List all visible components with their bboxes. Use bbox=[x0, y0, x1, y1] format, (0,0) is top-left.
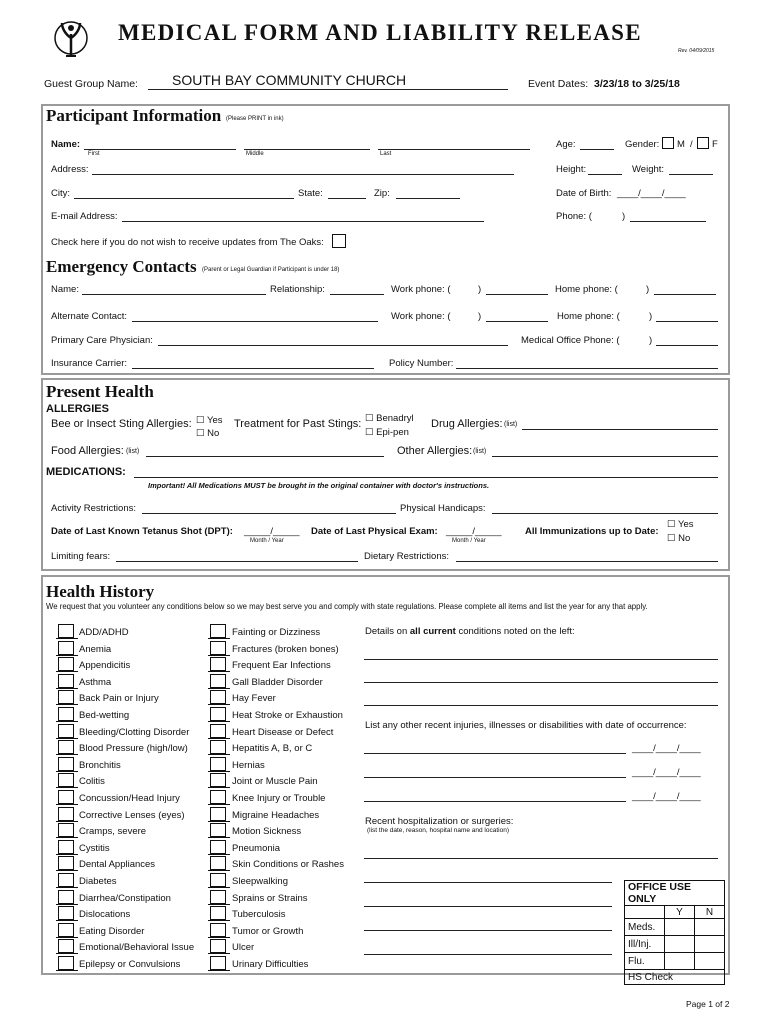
condition-checkbox[interactable] bbox=[210, 939, 226, 953]
emergency-heading: Emergency Contacts bbox=[46, 257, 197, 276]
condition-year-line bbox=[208, 671, 230, 672]
condition-checkbox[interactable] bbox=[210, 890, 226, 904]
details-label-post: conditions noted on the left: bbox=[455, 626, 575, 637]
other-allergies-line[interactable] bbox=[492, 456, 718, 457]
condition-checkbox[interactable] bbox=[58, 807, 74, 821]
activity-label: Activity Restrictions: bbox=[51, 503, 136, 514]
policy-line[interactable] bbox=[456, 368, 718, 369]
condition-label: Pneumonia bbox=[232, 842, 281, 854]
condition-label: Back Pain or Injury bbox=[79, 693, 159, 705]
updates-checkbox[interactable] bbox=[332, 234, 346, 248]
condition-year-line bbox=[56, 870, 78, 871]
office-use-y-cell[interactable] bbox=[665, 936, 695, 953]
middle-caption: Middle bbox=[246, 151, 264, 157]
handicaps-label: Physical Handicaps: bbox=[400, 503, 486, 514]
recent-injury-line[interactable] bbox=[364, 777, 626, 778]
condition-year-line bbox=[208, 953, 230, 954]
condition-checkbox[interactable] bbox=[210, 740, 226, 754]
condition-year-line bbox=[56, 970, 78, 971]
condition-checkbox[interactable] bbox=[210, 873, 226, 887]
hs-check-label: HS Check bbox=[625, 970, 725, 985]
bee-yes-option[interactable]: ☐ Yes bbox=[196, 415, 223, 426]
condition-label: Epilepsy or Convulsions bbox=[79, 959, 181, 970]
condition-checkbox[interactable] bbox=[58, 873, 74, 887]
condition-checkbox[interactable] bbox=[58, 923, 74, 937]
state-line[interactable] bbox=[328, 198, 366, 199]
condition-label: Colitis bbox=[79, 776, 105, 788]
page-number: Page 1 of 2 bbox=[686, 999, 730, 1009]
allergies-heading: ALLERGIES bbox=[46, 403, 109, 415]
condition-checkbox[interactable] bbox=[210, 840, 226, 854]
condition-label: Tumor or Growth bbox=[232, 925, 304, 937]
phone-line[interactable] bbox=[630, 221, 706, 222]
condition-year-line bbox=[56, 904, 78, 905]
condition-label: Corrective Lenses (eyes) bbox=[79, 809, 185, 821]
insurance-label: Insurance Carrier: bbox=[51, 358, 128, 369]
condition-checkbox[interactable] bbox=[58, 657, 74, 671]
condition-label: Concussion/Head Injury bbox=[79, 793, 180, 804]
physical-blank[interactable]: _____/_____ bbox=[446, 526, 502, 537]
condition-label: Sprains or Strains bbox=[232, 892, 308, 904]
treatment-label: Treatment for Past Stings: bbox=[234, 418, 362, 430]
condition-year-line bbox=[208, 787, 230, 788]
condition-year-line bbox=[56, 920, 78, 921]
condition-checkbox[interactable] bbox=[210, 856, 226, 870]
condition-label: Heat Stroke or Exhaustion bbox=[232, 710, 343, 721]
details-label-bold: all current bbox=[409, 626, 456, 637]
condition-label: Cramps, severe bbox=[79, 826, 147, 838]
condition-label: Knee Injury or Trouble bbox=[232, 793, 326, 804]
condition-checkbox[interactable] bbox=[58, 840, 74, 854]
condition-year-line bbox=[56, 804, 78, 805]
drug-list-note: (list) bbox=[504, 421, 518, 428]
participant-heading: Participant Information bbox=[46, 106, 222, 125]
condition-year-line bbox=[56, 771, 78, 772]
condition-checkbox[interactable] bbox=[58, 939, 74, 953]
ec-home-phone-close: ) bbox=[646, 284, 650, 295]
condition-label: Dental Appliances bbox=[79, 859, 156, 871]
condition-label: Asthma bbox=[79, 676, 112, 688]
condition-year-line bbox=[56, 821, 78, 822]
condition-checkbox[interactable] bbox=[210, 657, 226, 671]
condition-checkbox[interactable] bbox=[58, 641, 74, 655]
dob-blank[interactable]: ____/____/____ bbox=[617, 188, 686, 199]
condition-label: Migraine Headaches bbox=[232, 809, 320, 821]
insurance-line[interactable] bbox=[132, 368, 374, 369]
office-use-y-cell[interactable] bbox=[665, 953, 695, 970]
immunizations-label: All Immunizations up to Date: bbox=[525, 526, 659, 537]
alt-home-phone-label: Home phone: ( bbox=[557, 311, 620, 322]
condition-year-line bbox=[56, 738, 78, 739]
guest-group-value[interactable]: SOUTH BAY COMMUNITY CHURCH bbox=[172, 72, 407, 88]
condition-label: Joint or Muscle Pain bbox=[232, 776, 318, 788]
recent-injury-date[interactable]: ____/____/____ bbox=[632, 743, 701, 754]
gender-m-label: M bbox=[677, 139, 685, 150]
physician-label: Primary Care Physician: bbox=[51, 335, 153, 346]
activity-line[interactable] bbox=[142, 513, 396, 514]
physical-label: Date of Last Physical Exam: bbox=[311, 526, 438, 537]
guest-group-label: Guest Group Name: bbox=[44, 78, 138, 90]
relationship-line[interactable] bbox=[330, 294, 384, 295]
office-phone-close: ) bbox=[649, 335, 653, 346]
condition-year-line bbox=[208, 688, 230, 689]
details-line[interactable] bbox=[364, 682, 718, 683]
details-line[interactable] bbox=[364, 705, 718, 706]
condition-label: Urinary Difficulties bbox=[232, 959, 309, 970]
condition-label: Motion Sickness bbox=[232, 826, 302, 838]
condition-label: ADD/ADHD bbox=[79, 627, 129, 638]
office-phone-label: Medical Office Phone: ( bbox=[521, 335, 620, 346]
participant-note: (Please PRINT in ink) bbox=[226, 116, 284, 122]
condition-year-line bbox=[208, 721, 230, 722]
other-list-note: (list) bbox=[473, 448, 487, 455]
condition-checkbox[interactable] bbox=[210, 641, 226, 655]
details-label-pre: Details on bbox=[365, 626, 410, 637]
condition-checkbox[interactable] bbox=[210, 707, 226, 721]
condition-label: Appendicitis bbox=[79, 660, 131, 672]
condition-checkbox[interactable] bbox=[210, 956, 226, 970]
last-caption: Last bbox=[380, 151, 392, 157]
event-dates-label: Event Dates: bbox=[528, 78, 589, 90]
condition-checkbox[interactable] bbox=[58, 790, 74, 804]
office-use-table bbox=[624, 880, 725, 985]
condition-checkbox[interactable] bbox=[58, 724, 74, 738]
policy-label: Policy Number: bbox=[389, 358, 454, 369]
condition-label: Hernias bbox=[232, 759, 265, 771]
condition-year-line bbox=[208, 638, 230, 639]
food-list-note: (list) bbox=[126, 448, 140, 455]
age-label: Age: bbox=[556, 139, 576, 150]
alt-work-phone-close: ) bbox=[478, 311, 482, 322]
health-history-intro: We request that you volunteer any conditions below so we may best serve you and comply with state regulations. Please complete all items and list the year for any that apply. bbox=[46, 602, 648, 611]
medications-important-note: Important! All Medications MUST be brought in the original container with doctor's instructions. bbox=[148, 481, 490, 490]
office-use-n-cell[interactable] bbox=[695, 919, 725, 936]
condition-checkbox[interactable] bbox=[58, 740, 74, 754]
ec-work-phone-close: ) bbox=[478, 284, 482, 295]
relationship-label: Relationship: bbox=[270, 284, 325, 295]
city-label: City: bbox=[51, 188, 70, 199]
condition-year-line bbox=[208, 821, 230, 822]
health-history-heading: Health History bbox=[46, 582, 155, 601]
condition-year-line bbox=[56, 754, 78, 755]
alt-home-phone-line[interactable] bbox=[656, 321, 718, 322]
condition-label: Fainting or Dizziness bbox=[232, 627, 321, 638]
recent-injury-line[interactable] bbox=[364, 801, 626, 802]
recent-injury-date[interactable]: ____/____/____ bbox=[632, 791, 701, 802]
condition-year-line bbox=[208, 904, 230, 905]
zip-line[interactable] bbox=[396, 198, 460, 199]
condition-year-line bbox=[56, 887, 78, 888]
condition-label: Emotional/Behavioral Issue bbox=[79, 942, 195, 954]
condition-checkbox[interactable] bbox=[210, 807, 226, 821]
condition-year-line bbox=[56, 854, 78, 855]
gender-f-label: F bbox=[712, 139, 718, 150]
office-use-n-cell[interactable] bbox=[695, 953, 725, 970]
event-dates-value: 3/23/18 to 3/25/18 bbox=[594, 78, 680, 90]
office-use-n-cell[interactable] bbox=[695, 936, 725, 953]
name-label: Name: bbox=[51, 139, 81, 150]
bee-label: Bee or Insect Sting Allergies: bbox=[51, 418, 192, 430]
hospitalization-line[interactable] bbox=[364, 930, 612, 931]
gender-label: Gender: bbox=[625, 139, 660, 150]
other-allergies-label: Other Allergies: bbox=[397, 445, 473, 457]
email-line[interactable] bbox=[122, 221, 484, 222]
condition-year-line bbox=[208, 804, 230, 805]
condition-checkbox[interactable] bbox=[58, 757, 74, 771]
condition-checkbox[interactable] bbox=[210, 790, 226, 804]
ec-name-label: Name: bbox=[51, 284, 79, 295]
zip-label: Zip: bbox=[374, 188, 390, 199]
condition-year-line bbox=[56, 837, 78, 838]
office-use-title: OFFICE USE ONLY bbox=[625, 881, 725, 906]
condition-label: Gall Bladder Disorder bbox=[232, 676, 323, 688]
condition-year-line bbox=[56, 704, 78, 705]
bee-no-option[interactable]: ☐ No bbox=[196, 428, 220, 439]
condition-label: Bed-wetting bbox=[79, 710, 130, 721]
condition-label: Ulcer bbox=[232, 942, 255, 954]
condition-year-line bbox=[208, 937, 230, 938]
dob-label: Date of Birth: bbox=[556, 188, 612, 199]
recent-injuries-label: List any other recent injuries, illnesses or disabilities with date of occurrence: bbox=[365, 720, 687, 731]
alternate-line[interactable] bbox=[132, 321, 378, 322]
details-line[interactable] bbox=[364, 659, 718, 660]
condition-year-line bbox=[56, 638, 78, 639]
condition-label: Bronchitis bbox=[79, 759, 121, 771]
first-caption: First bbox=[88, 151, 100, 157]
condition-year-line bbox=[208, 970, 230, 971]
condition-checkbox[interactable] bbox=[210, 757, 226, 771]
alt-work-phone-label: Work phone: ( bbox=[391, 311, 451, 322]
food-line[interactable] bbox=[146, 456, 384, 457]
condition-year-line bbox=[208, 870, 230, 871]
condition-year-line bbox=[56, 953, 78, 954]
first-name-line[interactable] bbox=[84, 149, 236, 150]
gender-slash: / bbox=[690, 139, 693, 150]
alt-work-phone-line[interactable] bbox=[486, 321, 548, 322]
condition-year-line bbox=[208, 754, 230, 755]
dietary-label: Dietary Restrictions: bbox=[364, 551, 449, 562]
revision-date: Rev. 04/09/2015 bbox=[678, 48, 715, 54]
gender-f-checkbox[interactable] bbox=[697, 137, 709, 149]
form-title: MEDICAL FORM AND LIABILITY RELEASE bbox=[118, 20, 642, 45]
updates-label: Check here if you do not wish to receive updates from The Oaks: bbox=[51, 237, 324, 248]
weight-label: Weight: bbox=[632, 164, 665, 175]
condition-label: Hay Fever bbox=[232, 693, 276, 705]
hospitalization-note: (list the date, reason, hospital name and location) bbox=[367, 827, 510, 834]
office-use-y-cell[interactable] bbox=[665, 919, 695, 936]
condition-label: Diarrhea/Constipation bbox=[79, 892, 171, 904]
recent-injury-line[interactable] bbox=[364, 753, 626, 754]
medications-line[interactable] bbox=[134, 477, 718, 478]
dietary-line[interactable] bbox=[456, 561, 718, 562]
condition-label: Tuberculosis bbox=[232, 909, 286, 921]
condition-checkbox[interactable] bbox=[210, 674, 226, 688]
food-label: Food Allergies: bbox=[51, 445, 124, 457]
alt-home-phone-close: ) bbox=[649, 311, 653, 322]
office-use-y-header: Y bbox=[665, 906, 695, 919]
address-line[interactable] bbox=[92, 174, 514, 175]
immunizations-yes-option[interactable]: ☐ Yes bbox=[667, 519, 694, 530]
ec-work-phone-line[interactable] bbox=[486, 294, 548, 295]
condition-label: Fractures (broken bones) bbox=[232, 643, 339, 655]
ec-work-phone-label: Work phone: ( bbox=[391, 284, 451, 295]
condition-label: Blood Pressure (high/low) bbox=[79, 743, 188, 755]
handicaps-line[interactable] bbox=[492, 513, 718, 514]
office-use-corner bbox=[625, 906, 665, 919]
condition-year-line bbox=[56, 671, 78, 672]
condition-checkbox[interactable] bbox=[58, 823, 74, 837]
tetanus-blank[interactable]: _____/_____ bbox=[244, 526, 300, 537]
condition-label: Cystitis bbox=[79, 842, 110, 854]
condition-checkbox[interactable] bbox=[210, 624, 226, 638]
limiting-label: Limiting fears: bbox=[51, 551, 111, 562]
condition-checkbox[interactable] bbox=[210, 823, 226, 837]
condition-label: Bleeding/Clotting Disorder bbox=[79, 726, 190, 738]
condition-checkbox[interactable] bbox=[58, 906, 74, 920]
office-use-row-label: Flu. bbox=[625, 953, 665, 970]
medications-label: MEDICATIONS: bbox=[46, 466, 126, 478]
recent-injury-date[interactable]: ____/____/____ bbox=[632, 767, 701, 778]
condition-year-line bbox=[208, 655, 230, 656]
emergency-note: (Parent or Legal Guardian if Participant is under 18) bbox=[202, 267, 340, 273]
condition-label: Skin Conditions or Rashes bbox=[232, 859, 344, 871]
condition-checkbox[interactable] bbox=[210, 773, 226, 787]
drug-line[interactable] bbox=[522, 429, 718, 430]
hospitalization-line[interactable] bbox=[364, 906, 612, 907]
condition-checkbox[interactable] bbox=[210, 690, 226, 704]
last-name-line[interactable] bbox=[378, 149, 530, 150]
condition-checkbox[interactable] bbox=[210, 724, 226, 738]
physical-caption: Month / Year bbox=[452, 538, 486, 544]
condition-year-line bbox=[56, 721, 78, 722]
present-health-section bbox=[41, 378, 730, 571]
condition-checkbox[interactable] bbox=[58, 707, 74, 721]
middle-name-line[interactable] bbox=[244, 149, 370, 150]
office-use-n-header: N bbox=[695, 906, 725, 919]
condition-year-line bbox=[56, 937, 78, 938]
condition-year-line bbox=[208, 704, 230, 705]
condition-label: Sleepwalking bbox=[232, 876, 288, 887]
hospitalization-label: Recent hospitalization or surgeries: bbox=[365, 816, 514, 827]
city-line[interactable] bbox=[74, 198, 294, 199]
condition-year-line bbox=[56, 655, 78, 656]
condition-year-line bbox=[208, 738, 230, 739]
details-label bbox=[365, 626, 575, 637]
condition-checkbox[interactable] bbox=[58, 674, 74, 688]
oaks-logo bbox=[52, 16, 90, 62]
ec-name-line[interactable] bbox=[82, 294, 266, 295]
condition-label: Anemia bbox=[79, 643, 112, 655]
drug-label: Drug Allergies: bbox=[431, 418, 503, 430]
guest-group-line bbox=[148, 89, 508, 90]
state-label: State: bbox=[298, 188, 323, 199]
condition-checkbox[interactable] bbox=[58, 856, 74, 870]
phone-close: ) bbox=[622, 211, 626, 222]
condition-year-line bbox=[208, 771, 230, 772]
condition-checkbox[interactable] bbox=[210, 923, 226, 937]
age-line[interactable] bbox=[580, 149, 614, 150]
alternate-label: Alternate Contact: bbox=[51, 311, 128, 322]
phone-label: Phone: ( bbox=[556, 211, 592, 222]
condition-checkbox[interactable] bbox=[58, 624, 74, 638]
hospitalization-line[interactable] bbox=[364, 858, 718, 859]
condition-year-line bbox=[56, 688, 78, 689]
tetanus-caption: Month / Year bbox=[250, 538, 284, 544]
condition-label: Frequent Ear Infections bbox=[232, 660, 331, 672]
condition-year-line bbox=[208, 837, 230, 838]
condition-label: Eating Disorder bbox=[79, 925, 145, 937]
office-phone-line[interactable] bbox=[656, 345, 718, 346]
benadryl-option[interactable]: ☐ Benadryl bbox=[365, 413, 414, 424]
weight-line[interactable] bbox=[669, 174, 713, 175]
hospitalization-line[interactable] bbox=[364, 882, 612, 883]
limiting-line[interactable] bbox=[116, 561, 358, 562]
condition-label: Diabetes bbox=[79, 876, 117, 887]
condition-checkbox[interactable] bbox=[58, 773, 74, 787]
condition-checkbox[interactable] bbox=[58, 690, 74, 704]
condition-checkbox[interactable] bbox=[58, 956, 74, 970]
condition-year-line bbox=[208, 920, 230, 921]
condition-label: Dislocations bbox=[79, 909, 131, 921]
immunizations-no-option[interactable]: ☐ No bbox=[667, 533, 691, 544]
office-use-row-label: Meds. bbox=[625, 919, 665, 936]
ec-home-phone-label: Home phone: ( bbox=[555, 284, 618, 295]
height-line[interactable] bbox=[588, 174, 622, 175]
height-label: Height: bbox=[556, 164, 587, 175]
condition-label: Hepatitis A, B, or C bbox=[232, 743, 313, 755]
gender-m-checkbox[interactable] bbox=[662, 137, 674, 149]
condition-year-line bbox=[208, 887, 230, 888]
tetanus-label: Date of Last Known Tetanus Shot (DPT): bbox=[51, 526, 233, 537]
address-label: Address: bbox=[51, 164, 89, 175]
condition-year-line bbox=[56, 787, 78, 788]
condition-checkbox[interactable] bbox=[210, 906, 226, 920]
condition-label: Heart Disease or Defect bbox=[232, 726, 334, 738]
condition-year-line bbox=[208, 854, 230, 855]
hospitalization-line[interactable] bbox=[364, 954, 612, 955]
present-health-heading: Present Health bbox=[46, 382, 154, 401]
physician-line[interactable] bbox=[158, 345, 508, 346]
epipen-option[interactable]: ☐ Epi-pen bbox=[365, 427, 409, 438]
office-use-row-label: Ill/Inj. bbox=[625, 936, 665, 953]
condition-checkbox[interactable] bbox=[58, 890, 74, 904]
ec-home-phone-line[interactable] bbox=[654, 294, 716, 295]
email-label: E-mail Address: bbox=[51, 211, 118, 222]
